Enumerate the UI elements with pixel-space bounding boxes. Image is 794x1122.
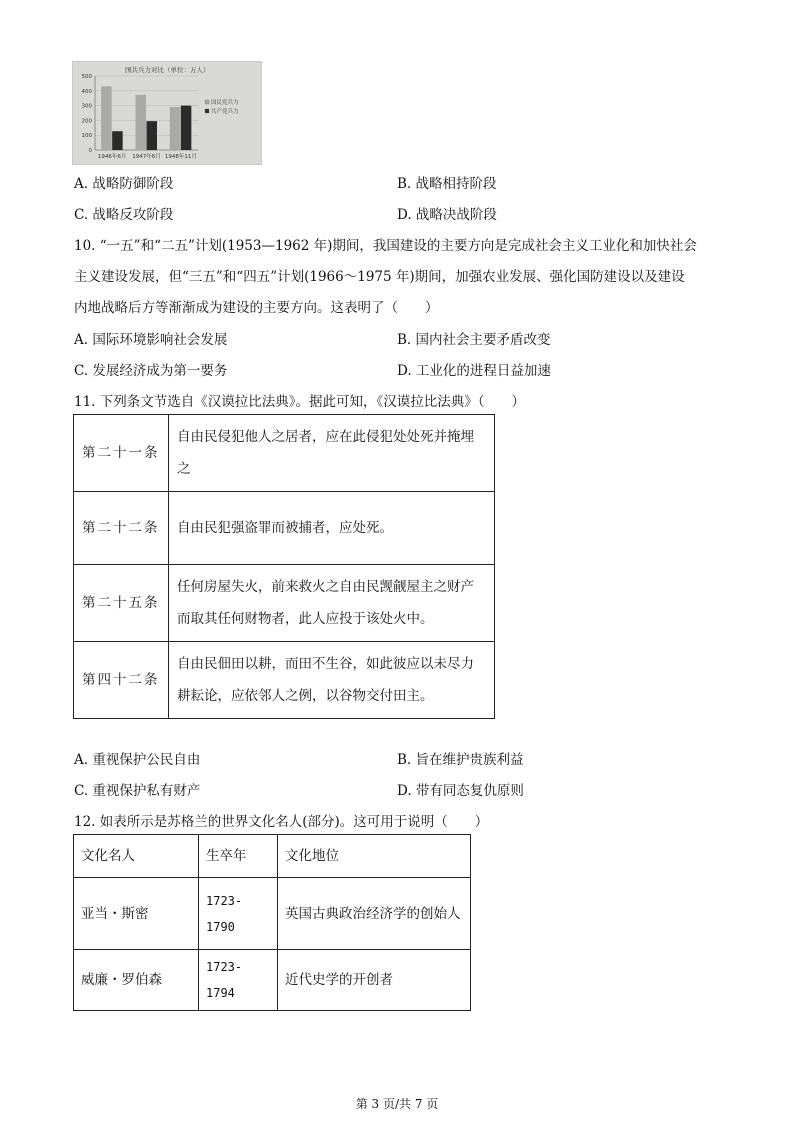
q10-option-b[interactable]: B. 国内社会主要矛盾改变 (397, 332, 551, 348)
legend-swatch (205, 100, 209, 104)
header-cell: 文化名人 (74, 835, 199, 878)
chart-svg (73, 62, 261, 164)
bar (112, 131, 123, 150)
y-tick-label: 500 (81, 74, 92, 80)
page-footer: 第 3 页/共 7 页 (355, 1097, 439, 1111)
y-tick-label: 300 (81, 103, 92, 110)
bar (181, 106, 192, 150)
q10-option-c[interactable]: C. 发展经济成为第一要务 (74, 363, 228, 379)
article-number: 第二十一条 (74, 415, 169, 492)
table-cell: 英国古典政治经济学的创始人 (278, 878, 471, 950)
q11-option-a[interactable]: A. 重视保护公民自由 (74, 752, 201, 768)
q10-stem-line-3: 内地战略后方等渐渐成为建设的主要方向。这表明了（ ） (74, 300, 439, 316)
q11-option-c[interactable]: C. 重视保护私有财产 (74, 783, 201, 799)
q9-option-a[interactable]: A. 战略防御阶段 (74, 176, 174, 192)
legend-swatch (205, 109, 209, 113)
article-number: 第二十二条 (74, 492, 169, 565)
table-row (74, 642, 495, 719)
q10-stem-line-1: 10. “一五”和“二五”计划(1953—1962 年)期间，我国建设的主要方向是完成社会主义工业化和加快社会 (74, 238, 697, 254)
article-number: 第四十二条 (74, 642, 169, 719)
header-cell: 文化地位 (278, 835, 471, 878)
x-tick-label: 1946年6月 (97, 154, 127, 160)
legend-label: 共产党兵力 (211, 109, 239, 115)
q10-option-d[interactable]: D. 工业化的进程日益加速 (397, 363, 551, 379)
y-tick-label: 100 (81, 133, 92, 140)
hammurabi-code-table (73, 414, 495, 719)
bar (170, 107, 181, 150)
q11-option-d[interactable]: D. 带有同态复仇原则 (397, 783, 524, 799)
article-text: 自由民犯强盗罪而被捕者，应处死。 (169, 492, 495, 565)
article-text: 自由民侵犯他人之居者，应在此侵犯处处死并掩埋之 (169, 415, 495, 492)
table-cell: 威廉・罗伯森 (74, 950, 199, 1011)
x-tick-label: 1948年11月 (164, 154, 197, 160)
bar (101, 86, 112, 150)
q10-option-a[interactable]: A. 国际环境影响社会发展 (74, 332, 228, 348)
q9-option-c[interactable]: C. 战略反攻阶段 (74, 207, 174, 223)
y-tick-label: 400 (81, 88, 92, 95)
q12-stem: 12. 如表所示是苏格兰的世界文化名人(部分)。这可用于说明（ ） (74, 814, 489, 830)
q11-option-b[interactable]: B. 旨在维护贵族利益 (397, 752, 524, 768)
bar (136, 95, 147, 150)
troop-comparison-chart (72, 61, 262, 165)
table-header-row (74, 835, 471, 878)
scottish-figures-table (73, 834, 471, 1011)
table-row (74, 878, 471, 950)
x-tick-label: 1947年6月 (132, 154, 161, 160)
legend-label: 国民党兵力 (211, 100, 239, 106)
y-tick-label: 0 (88, 148, 92, 154)
table-cell: 1723-1794 (199, 950, 278, 1011)
q9-option-d[interactable]: D. 战略决战阶段 (397, 207, 497, 223)
article-text: 自由民佃田以耕，而田不生谷，如此彼应以未尽力耕耘论，应依邻人之例，以谷物交付田主。 (169, 642, 495, 719)
table-row (74, 415, 495, 492)
table-row (74, 565, 495, 642)
bar (147, 121, 158, 150)
article-text: 任何房屋失火，前来救火之自由民觊觎屋主之财产而取其任何财物者，此人应投于该处火中。 (169, 565, 495, 642)
table-row (74, 950, 471, 1011)
q10-stem-line-2: 主义建设发展，但“三五”和“四五”计划(1966～1975 年)期间，加强农业发展、强化国防建设以及建设 (74, 269, 685, 285)
q9-option-b[interactable]: B. 战略相持阶段 (397, 176, 497, 192)
table-cell: 亚当・斯密 (74, 878, 199, 950)
table-row (74, 492, 495, 565)
table-cell: 1723-1790 (199, 878, 278, 950)
y-tick-label: 200 (81, 118, 92, 125)
header-cell: 生卒年 (199, 835, 278, 878)
chart-title: 国共兵力对比（单位：万人） (125, 66, 210, 74)
q11-stem: 11. 下列条文节选自《汉谟拉比法典》。据此可知，《汉谟拉比法典》（ ） (74, 394, 526, 410)
article-number: 第二十五条 (74, 565, 169, 642)
table-cell: 近代史学的开创者 (278, 950, 471, 1011)
